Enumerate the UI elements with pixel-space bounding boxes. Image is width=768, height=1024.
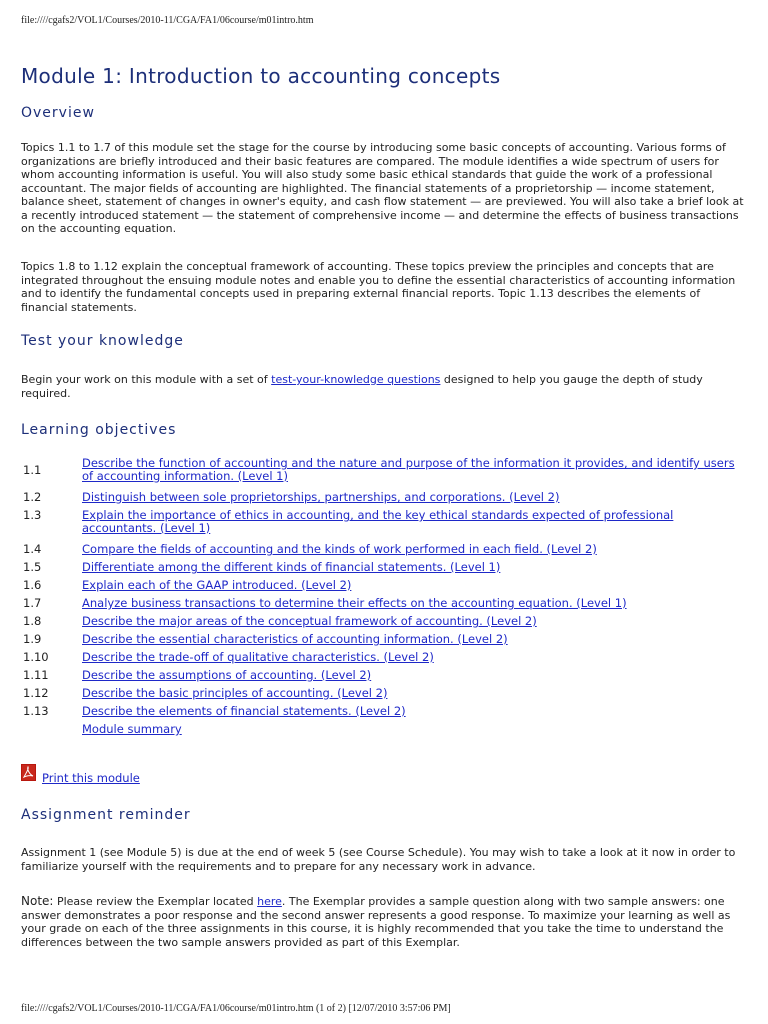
objective-number: 1.12 xyxy=(23,686,49,700)
objective-number: 1.11 xyxy=(23,668,49,682)
note-label: Note: xyxy=(21,894,54,908)
objective-link[interactable]: Describe the major areas of the conceptual framework of accounting. (Level 2) xyxy=(82,614,537,628)
objective-link[interactable]: Compare the fields of accounting and the kinds of work performed in each field. (Level 2) xyxy=(82,542,597,556)
overview-paragraph-2: Topics 1.8 to 1.12 explain the conceptual framework of accounting. These topics preview the principles and concepts that are integrated throughout the ensuing module notes and enable you to define the essential characteristics of accounting information and to identify the fundamental concepts used in preparing external financial reports. Topic 1.13 describes the elements of financial statements. xyxy=(21,260,736,314)
test-knowledge-paragraph xyxy=(21,373,745,400)
footer-url: file:////cgafs2/VOL1/Courses/2010-11/CGA/FA1/06course/m01intro.htm (1 of 2) [12/07/2010 3:57:06 PM] xyxy=(21,1003,451,1014)
objective-link[interactable]: Describe the elements of financial statements. (Level 2) xyxy=(82,704,406,718)
header-url: file:////cgafs2/VOL1/Courses/2010-11/CGA/FA1/06course/m01intro.htm xyxy=(21,15,314,26)
objective-number: 1.2 xyxy=(23,490,42,504)
objective-link[interactable]: Describe the trade-off of qualitative characteristics. (Level 2) xyxy=(82,650,434,664)
objective-link[interactable]: Describe the essential characteristics of accounting information. (Level 2) xyxy=(82,632,508,646)
objective-link[interactable]: Differentiate among the different kinds of financial statements. (Level 1) xyxy=(82,560,501,574)
objective-link[interactable]: Distinguish between sole proprietorships, partnerships, and corporations. (Level 2) xyxy=(82,490,560,504)
objective-link[interactable]: Explain each of the GAAP introduced. (Level 2) xyxy=(82,578,352,592)
print-module-link[interactable]: Print this module xyxy=(42,771,140,785)
objective-number: 1.3 xyxy=(23,508,42,522)
objective-number: 1.5 xyxy=(23,560,42,574)
objective-link[interactable]: Describe the assumptions of accounting. (Level 2) xyxy=(82,668,372,682)
objective-link[interactable]: Describe the basic principles of accounting. (Level 2) xyxy=(82,686,388,700)
test-knowledge-text-after: designed to help you gauge the depth of study required. xyxy=(21,373,703,400)
overview-paragraph-1: Topics 1.1 to 1.7 of this module set the stage for the course by introducing some basic concepts of accounting. Various forms of organizations are briefly introduced and their basic features are compared. The module identifies a wide spectrum of users for whom accounting information is useful. You will also study some basic ethical standards that guide the work of a professional accountant. The major fields of accounting are highlighted. The financial statements of a proprietorship — income statement, balance sheet, statement of changes in owner's equity, and cash flow statement — are previewed. You will also take a brief look at a recently introduced statement — the statement of comprehensive income — and determine the effects of business transactions on the accounting equation. xyxy=(21,141,744,235)
note-text-after: . The Exemplar provides a sample question along with two sample answers: one answer demonstrates a poor response and the second answer represents a good response. To maximize your learning as well as your grade on each of the three assignments in this course, it is highly recommended that you take the time to understand the differences between the two sample answers provided as part of this Exemplar. xyxy=(21,895,731,949)
objective-number: 1.1 xyxy=(23,463,42,477)
objective-number: 1.6 xyxy=(23,578,42,592)
assignment-paragraph: Assignment 1 (see Module 5) is due at the end of week 5 (see Course Schedule). You may wish to take a look at it now in order to familiarize yourself with the requirements and to prepare for any necessary work in advance. xyxy=(21,846,736,873)
module-summary-link[interactable]: Module summary xyxy=(82,722,182,736)
objective-link[interactable]: Explain the importance of ethics in accounting, and the key ethical standards expected of professional accountants. (Level 1) xyxy=(82,508,674,535)
pdf-icon[interactable] xyxy=(21,764,36,781)
exemplar-here-link[interactable]: here xyxy=(257,895,282,908)
objective-number: 1.13 xyxy=(23,704,49,718)
exemplar-note-paragraph xyxy=(21,895,745,949)
test-knowledge-link[interactable]: test-your-knowledge questions xyxy=(271,373,441,386)
assignment-reminder-heading: Assignment reminder xyxy=(21,807,191,823)
objective-number: 1.10 xyxy=(23,650,49,664)
objective-number: 1.4 xyxy=(23,542,42,556)
page-title: Module 1: Introduction to accounting concepts xyxy=(21,64,501,88)
objective-number: 1.8 xyxy=(23,614,42,628)
objective-number: 1.9 xyxy=(23,632,42,646)
overview-heading: Overview xyxy=(21,105,95,121)
objective-number: 1.7 xyxy=(23,596,42,610)
learning-objectives-heading: Learning objectives xyxy=(21,422,177,438)
test-knowledge-heading: Test your knowledge xyxy=(21,333,184,349)
test-knowledge-text-before: Begin your work on this module with a set of xyxy=(21,373,272,386)
objective-link[interactable]: Analyze business transactions to determine their effects on the accounting equation. (Level 1) xyxy=(82,596,627,610)
note-text-before: Please review the Exemplar located xyxy=(53,895,258,908)
objective-link[interactable]: Describe the function of accounting and the nature and purpose of the information it provides, and identify users of accounting information. (Level 1) xyxy=(82,456,735,483)
